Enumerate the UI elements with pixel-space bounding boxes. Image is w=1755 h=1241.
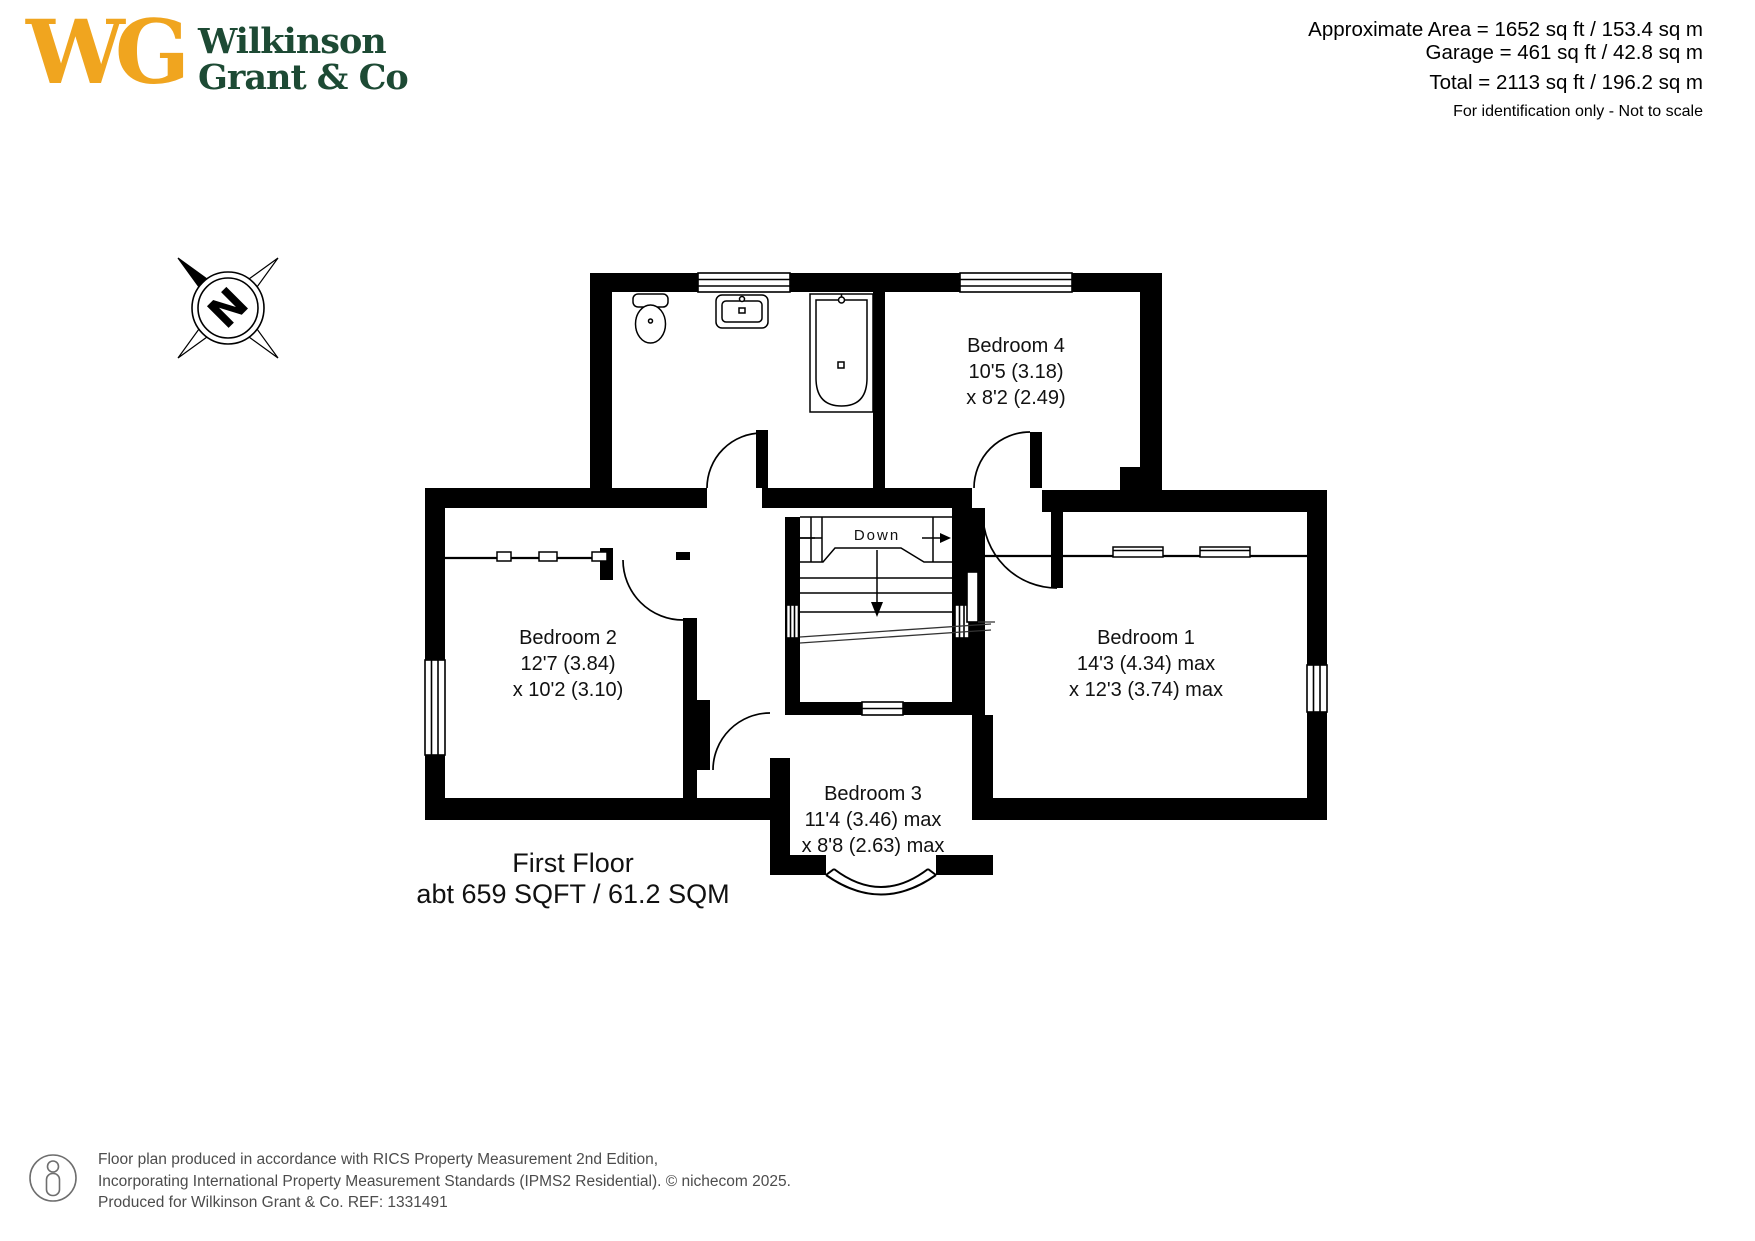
- footer-disclaimer: [98, 1149, 791, 1214]
- landing-baluster: [967, 572, 978, 622]
- floor-area: abt 659 SQFT / 61.2 SQM: [416, 879, 730, 909]
- bedroom4-window: [960, 273, 1072, 292]
- footer-line1: Floor plan produced in accordance with RICS Property Measurement 2nd Edition,: [98, 1151, 659, 1168]
- bedroom2-side-window: [425, 660, 445, 755]
- room-name: Bedroom 2: [519, 627, 617, 649]
- total-area: Total = 2113 sq ft / 196.2 sq m: [1429, 71, 1703, 94]
- stairwell-window: [862, 702, 903, 715]
- bay-window: [826, 869, 936, 895]
- bathroom-door: [707, 430, 768, 488]
- room-dim: x 8'2 (2.49): [966, 387, 1066, 409]
- stair-baluster-left: [787, 605, 799, 638]
- logo-name-line2: Grant & Co: [197, 57, 408, 98]
- scale-disclaimer: For identification only - Not to scale: [1453, 103, 1703, 120]
- area-summary: [1308, 18, 1703, 121]
- down-arrow: [871, 550, 883, 617]
- room-name: Bedroom 1: [1097, 627, 1195, 649]
- room-dim: x 8'8 (2.63) max: [801, 835, 945, 857]
- room-dim: x 10'2 (3.10): [512, 679, 624, 701]
- logo-name-line1: Wilkinson: [197, 21, 386, 62]
- bedroom3-label: [802, 781, 945, 859]
- room-dim: x 12'3 (3.74) max: [1069, 679, 1223, 701]
- garage-area: Garage = 461 sq ft / 42.8 sq m: [1425, 41, 1703, 64]
- stairs-down-label: Down: [853, 527, 901, 544]
- floor-title: [416, 848, 729, 910]
- bathroom-window: [698, 273, 790, 292]
- interior-lines: [445, 547, 1307, 561]
- room-dim: 10'5 (3.18): [968, 361, 1064, 383]
- room-dim: 11'4 (3.46) max: [804, 809, 942, 831]
- logo-monogram: WG: [26, 0, 180, 104]
- bedroom4-door: [974, 432, 1042, 488]
- bedroom1-side-window: [1307, 665, 1327, 712]
- bedroom3-door: [713, 713, 770, 770]
- bedroom1-label: [1069, 625, 1223, 703]
- approximate-area: Approximate Area = 1652 sq ft / 153.4 sq m: [1308, 18, 1703, 41]
- toilet-icon: [633, 294, 668, 343]
- right-arrow: [922, 533, 951, 543]
- room-name: Bedroom 3: [824, 783, 922, 805]
- compass-north-label: N: [198, 278, 258, 338]
- floor-name: First Floor: [512, 848, 634, 878]
- room-name: Bedroom 4: [967, 335, 1065, 357]
- footer-line3: Produced for Wilkinson Grant & Co. REF: 1331491: [98, 1194, 448, 1211]
- room-dim: 12'7 (3.84): [520, 653, 616, 675]
- sink-icon: [716, 295, 768, 328]
- bedroom2-door: [623, 552, 690, 620]
- footer-line2: Incorporating International Property Measurement Standards (IPMS2 Residential). © nichecom 2025.: [98, 1172, 791, 1190]
- agency-logo: [26, 0, 408, 104]
- bedroom1-door: [983, 512, 1063, 588]
- bathroom-fixtures: [633, 294, 873, 412]
- bedroom4-label: [966, 333, 1065, 411]
- bathtub-icon: [810, 294, 873, 412]
- room-dim: 14'3 (4.34) max: [1076, 653, 1216, 675]
- person-icon: [27, 1152, 79, 1204]
- bedroom2-label: [513, 625, 624, 703]
